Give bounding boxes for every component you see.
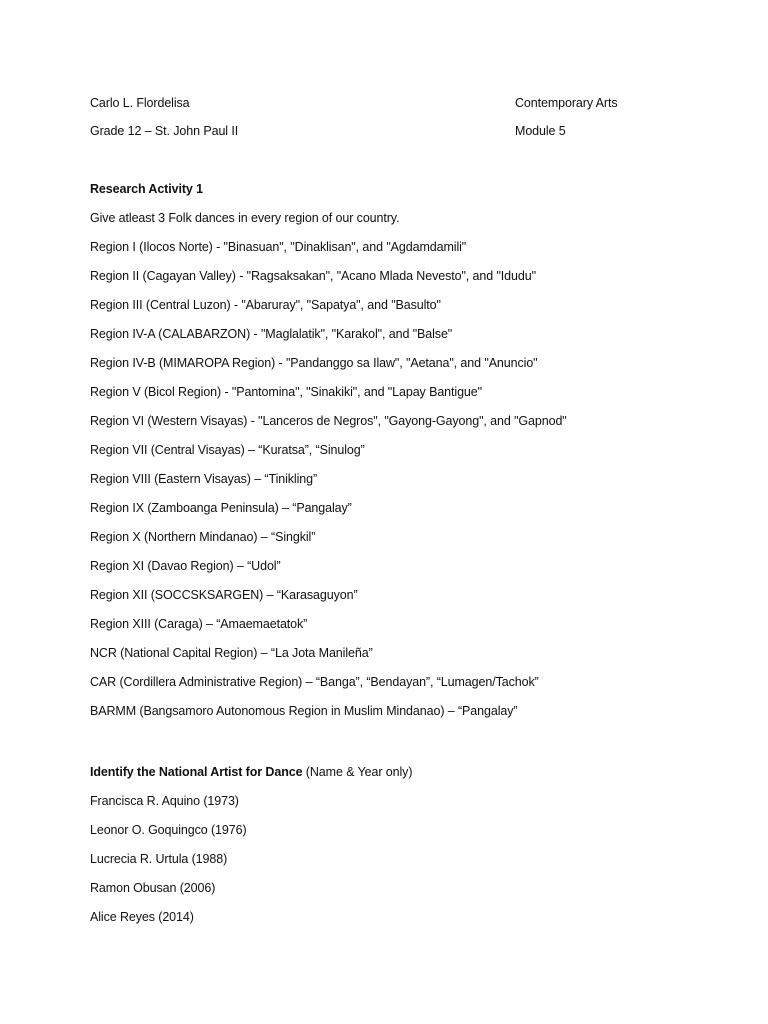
region-item: Region VIII (Eastern Visayas) – “Tinikling” xyxy=(90,472,318,486)
region-item: Region IV-A (CALABARZON) - "Maglalatik", "Karakol", and "Balse" xyxy=(90,327,453,341)
region-item: Region V (Bicol Region) - "Pantomina", "Sinakiki", and "Lapay Bantigue" xyxy=(90,385,482,399)
region-item: Region II (Cagayan Valley) - "Ragsaksakan", "Acano Mlada Nevesto", and "Idudu" xyxy=(90,269,536,283)
module-label: Module 5 xyxy=(515,124,566,138)
activity-instruction: Give atleast 3 Folk dances in every region of our country. xyxy=(90,211,400,225)
region-item: Region VI (Western Visayas) - "Lanceros de Negros", "Gayong-Gayong", and "Gapnod" xyxy=(90,414,567,428)
artist-item: Lucrecia R. Urtula (1988) xyxy=(90,852,228,866)
national-artist-heading-note: (Name & Year only) xyxy=(302,765,413,779)
region-item: Region VII (Central Visayas) – “Kuratsa”, “Sinulog” xyxy=(90,443,365,457)
subject-name: Contemporary Arts xyxy=(515,96,618,110)
artist-item: Ramon Obusan (2006) xyxy=(90,881,216,895)
region-item: Region III (Central Luzon) - "Abaruray", "Sapatya", and "Basulto" xyxy=(90,298,441,312)
region-item: NCR (National Capital Region) – “La Jota Manileña” xyxy=(90,646,373,660)
region-item: Region IV-B (MIMAROPA Region) - "Pandanggo sa Ilaw", "Aetana", and "Anuncio" xyxy=(90,356,538,370)
national-artist-heading xyxy=(90,764,412,780)
region-item: Region XI (Davao Region) – “Udol” xyxy=(90,559,281,573)
artist-item: Leonor O. Goquingco (1976) xyxy=(90,823,247,837)
grade-section: Grade 12 – St. John Paul II xyxy=(90,124,239,138)
activity-title: Research Activity 1 xyxy=(90,182,203,196)
region-item: BARMM (Bangsamoro Autonomous Region in Muslim Mindanao) – “Pangalay” xyxy=(90,704,518,718)
region-item: CAR (Cordillera Administrative Region) – “Banga”, “Bendayan”, “Lumagen/Tachok” xyxy=(90,675,539,689)
student-name: Carlo L. Flordelisa xyxy=(90,96,190,110)
region-item: Region XII (SOCCSKSARGEN) – “Karasaguyon” xyxy=(90,588,358,602)
region-item: Region XIII (Caraga) – “Amaemaetatok” xyxy=(90,617,308,631)
region-item: Region X (Northern Mindanao) – “Singkil” xyxy=(90,530,316,544)
artist-item: Francisca R. Aquino (1973) xyxy=(90,794,239,808)
national-artist-heading-main: Identify the National Artist for Dance xyxy=(90,765,303,779)
region-item: Region IX (Zamboanga Peninsula) – “Pangalay” xyxy=(90,501,352,515)
region-item: Region I (Ilocos Norte) - "Binasuan", "Dinaklisan", and "Agdamdamili" xyxy=(90,240,467,254)
artist-item: Alice Reyes (2014) xyxy=(90,910,194,924)
